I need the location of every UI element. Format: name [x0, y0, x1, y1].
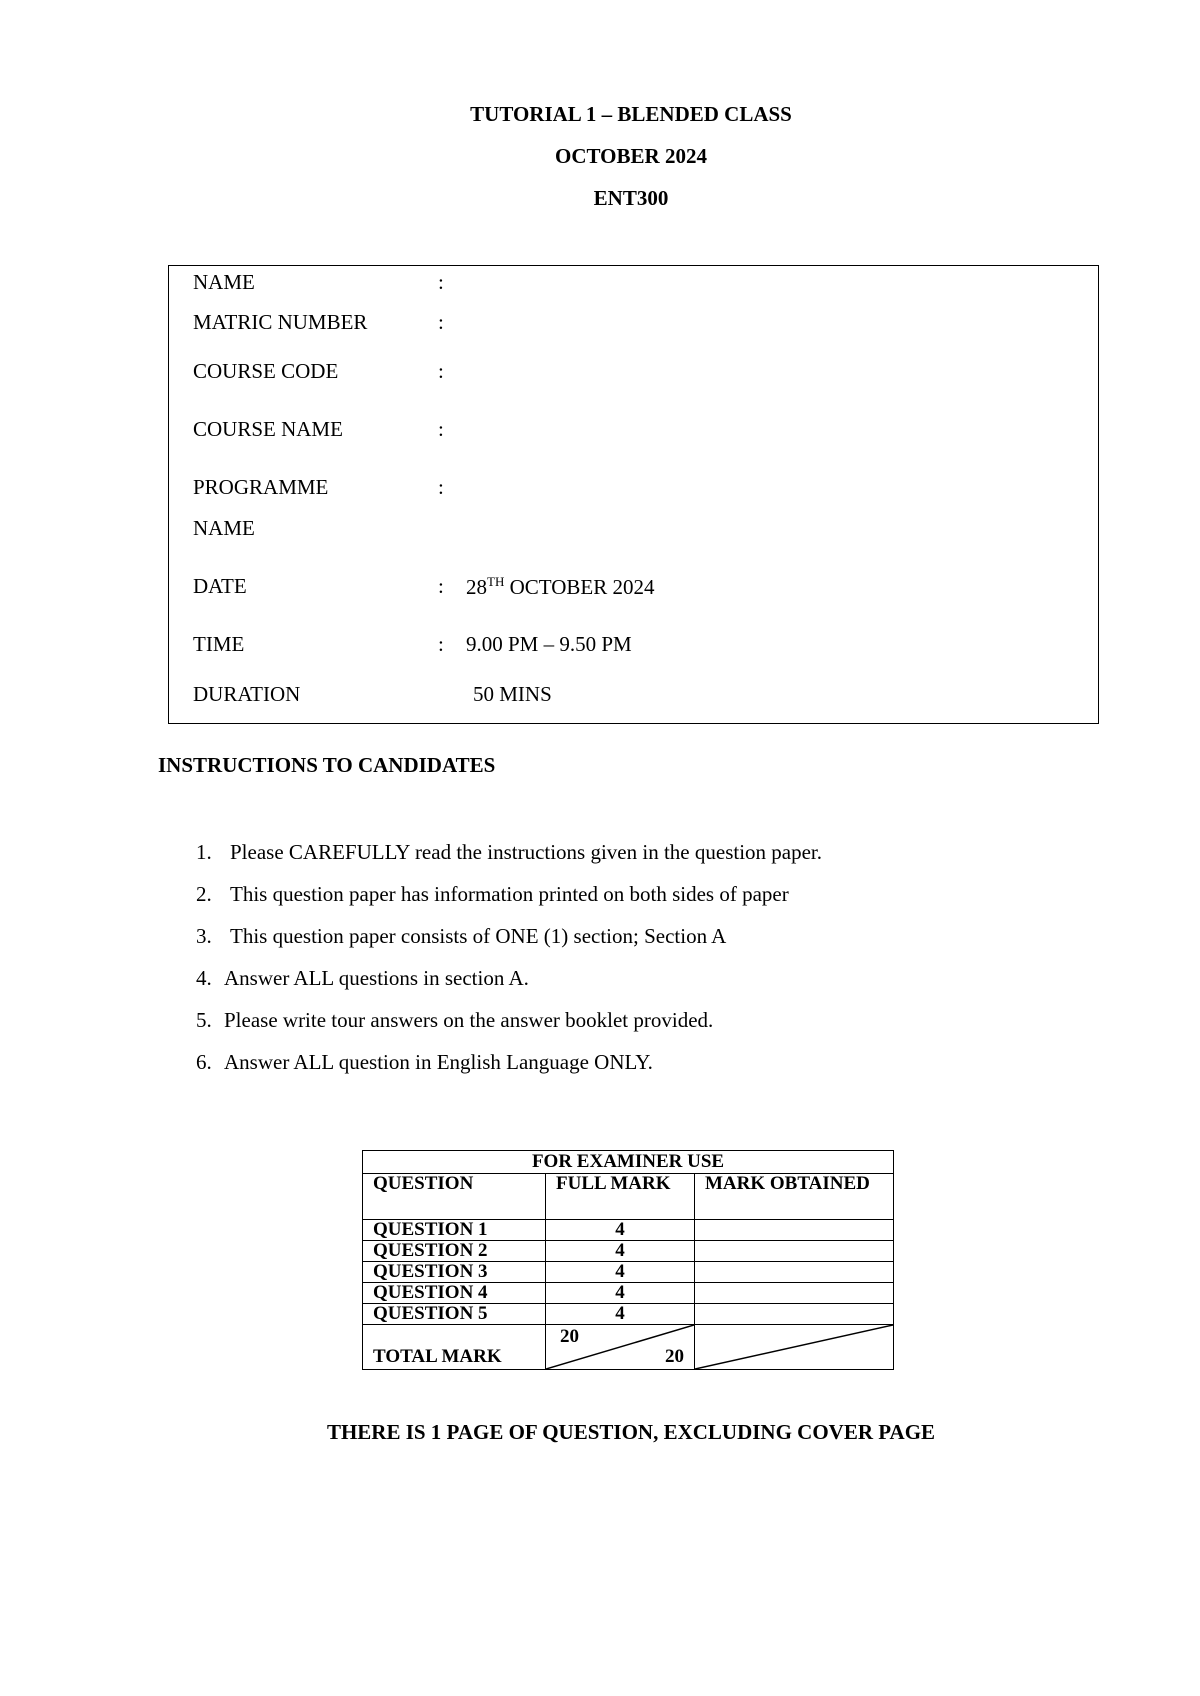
page-count-note: THERE IS 1 PAGE OF QUESTION, EXCLUDING COVER PAGE — [326, 1420, 936, 1444]
instructions-title: INSTRUCTIONS TO CANDIDATES — [158, 753, 496, 777]
matric-label: MATRIC NUMBER — [193, 310, 368, 334]
total-mark-label: TOTAL MARK — [373, 1346, 502, 1367]
col-header-full-mark: FULL MARK — [546, 1174, 695, 1220]
full-mark-cell: 4 — [546, 1304, 695, 1325]
date-label: DATE — [193, 574, 247, 598]
total-full-mark-top: 20 — [560, 1326, 579, 1347]
instruction-item: 5. Please write tour answers on the answer booklet provided. — [196, 1008, 714, 1032]
course-name-label: COURSE NAME — [193, 417, 343, 441]
full-mark-cell: 4 — [546, 1220, 695, 1241]
instruction-item: 4. Answer ALL questions in section A. — [196, 966, 529, 990]
total-label-cell — [363, 1325, 546, 1370]
date-value: 28TH OCTOBER 2024 — [466, 574, 655, 599]
name-colon: : — [438, 270, 444, 294]
examiner-table-title: FOR EXAMINER USE — [363, 1151, 894, 1174]
doc-title: TUTORIAL 1 – BLENDED CLASS — [470, 102, 792, 126]
programme-colon: : — [438, 475, 444, 499]
course-name-colon: : — [438, 417, 444, 441]
question-cell: QUESTION 2 — [363, 1241, 546, 1262]
full-mark-cell: 4 — [546, 1262, 695, 1283]
programme-label: PROGRAMME — [193, 475, 329, 499]
diagonal-line — [695, 1325, 893, 1369]
examiner-table — [362, 1150, 894, 1370]
total-obtained-cell[interactable] — [695, 1325, 894, 1370]
duration-label: DURATION — [193, 682, 301, 706]
time-label: TIME — [193, 632, 245, 656]
full-mark-cell: 4 — [546, 1241, 695, 1262]
table-row — [363, 1304, 894, 1325]
name-label: NAME — [193, 270, 255, 294]
question-cell: QUESTION 1 — [363, 1220, 546, 1241]
course-code-heading: ENT300 — [593, 186, 669, 210]
table-row — [363, 1220, 894, 1241]
question-cell: QUESTION 5 — [363, 1304, 546, 1325]
total-full-mark-cell — [546, 1325, 695, 1370]
candidate-info-box — [168, 265, 1099, 724]
course-code-colon: : — [438, 359, 444, 383]
mark-obtained-cell[interactable] — [695, 1304, 894, 1325]
time-value: 9.00 PM – 9.50 PM — [466, 632, 632, 656]
total-full-mark-bottom: 20 — [665, 1346, 684, 1367]
mark-obtained-cell[interactable] — [695, 1220, 894, 1241]
col-header-question: QUESTION — [363, 1174, 546, 1220]
question-cell: QUESTION 3 — [363, 1262, 546, 1283]
mark-obtained-cell[interactable] — [695, 1283, 894, 1304]
course-code-label: COURSE CODE — [193, 359, 339, 383]
full-mark-cell: 4 — [546, 1283, 695, 1304]
mark-obtained-cell[interactable] — [695, 1262, 894, 1283]
table-row — [363, 1262, 894, 1283]
duration-value: 50 MINS — [473, 682, 552, 706]
time-colon: : — [438, 632, 444, 656]
instruction-item: 1. Please CAREFULLY read the instructions given in the question paper. — [196, 840, 823, 864]
instruction-item: 6. Answer ALL question in English Language ONLY. — [196, 1050, 653, 1074]
question-cell: QUESTION 4 — [363, 1283, 546, 1304]
date-colon: : — [438, 574, 444, 598]
matric-colon: : — [438, 310, 444, 334]
mark-obtained-cell[interactable] — [695, 1241, 894, 1262]
instruction-item: 2. This question paper has information printed on both sides of paper — [196, 882, 789, 906]
total-row — [363, 1325, 894, 1370]
table-row — [363, 1241, 894, 1262]
programme-label-2: NAME — [193, 516, 255, 540]
table-row — [363, 1283, 894, 1304]
col-header-mark-obtained: MARK OBTAINED — [695, 1174, 894, 1220]
doc-date: OCTOBER 2024 — [555, 144, 707, 168]
instruction-item: 3. This question paper consists of ONE (1) section; Section A — [196, 924, 727, 948]
